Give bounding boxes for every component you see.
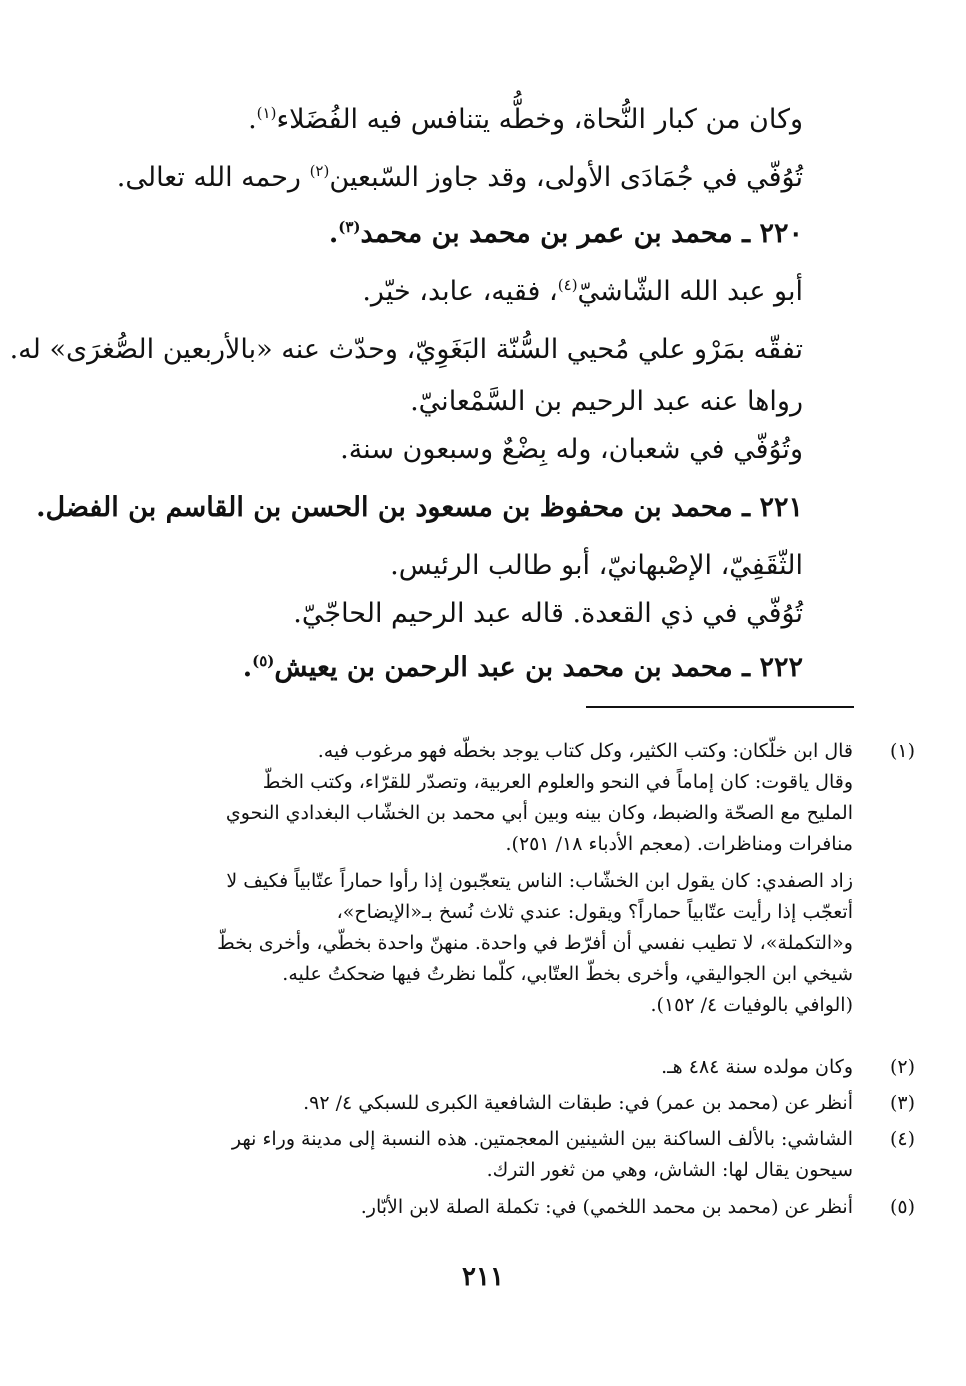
footnote-1 xyxy=(118,736,915,1021)
main-text-line-5: تفقّه بمَرْو علي مُحيي السُّنّة البَغَوِيّ، وحدّث عنه «بالأربعين الصُّغرَى» له. xyxy=(9,334,803,365)
footnote-line: أتعجّب إذا رأيت عتّابياً حماراً؟ ويقول: عندي ثلاث نُسخ بـ«الإيضاح»، xyxy=(336,901,853,923)
footnote-line: منافرات ومناظرات. (معجم الأدباء ١٨/ ٢٥١). xyxy=(505,833,853,855)
footnote-2 xyxy=(118,1052,915,1083)
footnote-3 xyxy=(118,1088,915,1119)
footnote-line: سيحون يقال لها: الشاش، وهي من ثغور الترك. xyxy=(486,1159,853,1181)
footnote-ref-4: (٤) xyxy=(557,276,578,294)
footnote-number: (٤) xyxy=(889,1128,915,1150)
footnote-line: أنظر عن (محمد بن محمد اللخمي) في: تكملة الصلة لابن الأبّار. xyxy=(360,1196,853,1218)
entry-heading-220: ٢٢٠ ـ محمد بن عمر بن محمد بن محمد$^{(٣)}$. xyxy=(328,218,803,249)
footnote-number: (١) xyxy=(889,740,915,762)
footnote-number: (٥) xyxy=(889,1196,915,1218)
footnote-number: (٢) xyxy=(889,1056,915,1078)
footnote-5 xyxy=(118,1192,915,1223)
main-text-line-1: وكان من كبار النُّحاة، وخطُّه يتنافس فيه الفُضَلاء$^{(١)}$. xyxy=(248,104,803,135)
footnote-line: وقال ياقوت: كان إماماً في النحو والعلوم العربية، وتصدّر للقرّاء، وكتب الخطّ xyxy=(262,771,853,793)
footnote-ref-2: (٢) xyxy=(309,162,330,180)
footnote-line: وكان مولده سنة ٤٨٤ هـ. xyxy=(661,1056,853,1078)
main-text-line-4: أبو عبد الله الشّاشيّ$^{(٤)}$، فقيه، عابد، خيّر. xyxy=(362,276,803,307)
footnote-line: أنظر عن (محمد بن عمر) في: طبقات الشافعية الكبرى للسبكي ٤/ ٩٢. xyxy=(303,1092,853,1114)
footnote-line: المليح مع الصحّة والضبط، وكان بينه وبين أبي محمد بن الخشّاب البغدادي النحوي xyxy=(225,802,853,824)
footnote-line: و«التكملة»، لا تطيب نفسي أن أفرّط في واحدة. منهنّ واحدة بخطّي، وأخرى بخطّ xyxy=(217,932,853,954)
footnote-line: زاد الصفدي: كان يقول ابن الخشّاب: الناس يتعجّبون إذا رأوا حماراً عتّابياً فكيف لا xyxy=(226,870,853,892)
main-text-line-9: الثّقَفِيّ، الإصْبهانيّ، أبو طالب الرئيس. xyxy=(390,550,803,581)
main-text-line-2: تُوُفّي في جُمَادَى الأولى، وقد جاوز السّبعين$^{(٢)}$ رحمه الله تعالى. xyxy=(116,162,803,193)
footnote-ref-5: (٥) xyxy=(252,652,275,670)
footnote-line: شيخي ابن الجواليقي، وأخرى بخطّ العتّابي، كلّما نظرتُ فيها ضحكتُ عليه. xyxy=(282,963,853,985)
footnote-ref-3: (٣) xyxy=(338,218,361,236)
footnote-4 xyxy=(118,1124,915,1186)
footnote-line: الشاشي: بالألف الساكنة بين الشينين المعجمتين. هذه النسبة إلى مدينة وراء نهر xyxy=(231,1128,853,1150)
main-text-line-7: وتُوُفّي في شعبان، وله بِضْعٌ وسبعون سنة. xyxy=(340,434,803,465)
footnote-separator xyxy=(586,706,854,708)
footnote-line: (الوافي بالوفيات ٤/ ١٥٢). xyxy=(650,994,853,1016)
entry-heading-222: ٢٢٢ ـ محمد بن محمد بن عبد الرحمن بن يعيش$^{(٥)}$. xyxy=(242,652,803,683)
main-text-line-10: تُوُفّي في ذي القعدة. قاله عبد الرحيم الحاجّيّ. xyxy=(293,598,803,629)
footnote-number: (٣) xyxy=(889,1092,915,1114)
footnote-line: قال ابن خلّكان: وكتب الكثير، وكل كتاب يوجد بخطّه فهو مرغوب فيه. xyxy=(317,740,853,762)
footnote-ref-1: (١) xyxy=(256,104,277,122)
main-text-line-6: رواها عنه عبد الرحيم بن السَّمْعانيّ. xyxy=(410,386,803,417)
page-number: ٢١١ xyxy=(462,1262,504,1292)
entry-heading-221: ٢٢١ ـ محمد بن محفوظ بن مسعود بن الحسن بن القاسم بن الفضل. xyxy=(36,492,803,523)
